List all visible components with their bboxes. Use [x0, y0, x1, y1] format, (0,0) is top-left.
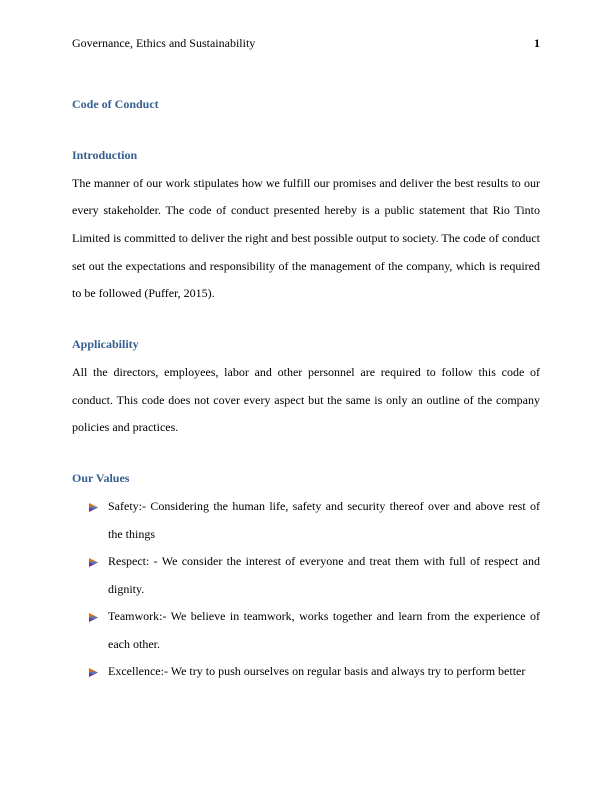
list-item	[72, 493, 540, 548]
value-item-safety: Safety:- Considering the human life, safety and security thereof over and above rest of the things	[108, 498, 540, 541]
arrowhead-bullet-icon	[88, 557, 99, 568]
document-title: Code of Conduct	[72, 97, 159, 111]
arrowhead-bullet-icon	[88, 612, 99, 623]
document-body	[72, 91, 540, 686]
list-item	[72, 548, 540, 603]
value-item-teamwork: Teamwork:- We believe in teamwork, works together and learn from the experience of each other.	[108, 609, 540, 651]
value-item-respect: Respect: - We consider the interest of everyone and treat them with full of respect and dignity.	[108, 554, 540, 596]
value-item-excellence: Excellence:- We try to push ourselves on regular basis and always try to perform better	[108, 664, 526, 679]
values-list	[72, 493, 540, 686]
introduction-heading: Introduction	[72, 148, 138, 163]
values-heading: Our Values	[72, 471, 130, 486]
page-number: 1	[534, 36, 540, 50]
list-item	[72, 658, 540, 686]
arrowhead-bullet-icon	[88, 667, 99, 678]
applicability-paragraph: All the directors, employees, labor and other personnel are required to follow this code of conduct. This code does not cover every aspect but the same is only an outline of the company policies and practices.	[72, 364, 540, 435]
arrowhead-bullet-icon	[88, 502, 99, 513]
running-header-title: Governance, Ethics and Sustainability	[72, 36, 256, 50]
applicability-heading: Applicability	[72, 337, 139, 352]
introduction-paragraph: The manner of our work stipulates how we fulfill our promises and deliver the best results to our every stakeholder. The code of conduct presented hereby is a public statement that Rio Tinto Limited is committed to deliver the right and best possible output to society. The code of conduct set out the expectations and responsibility of the management of the company, which is required to be followed (Puffer, 2015).	[72, 175, 540, 301]
list-item	[72, 603, 540, 658]
